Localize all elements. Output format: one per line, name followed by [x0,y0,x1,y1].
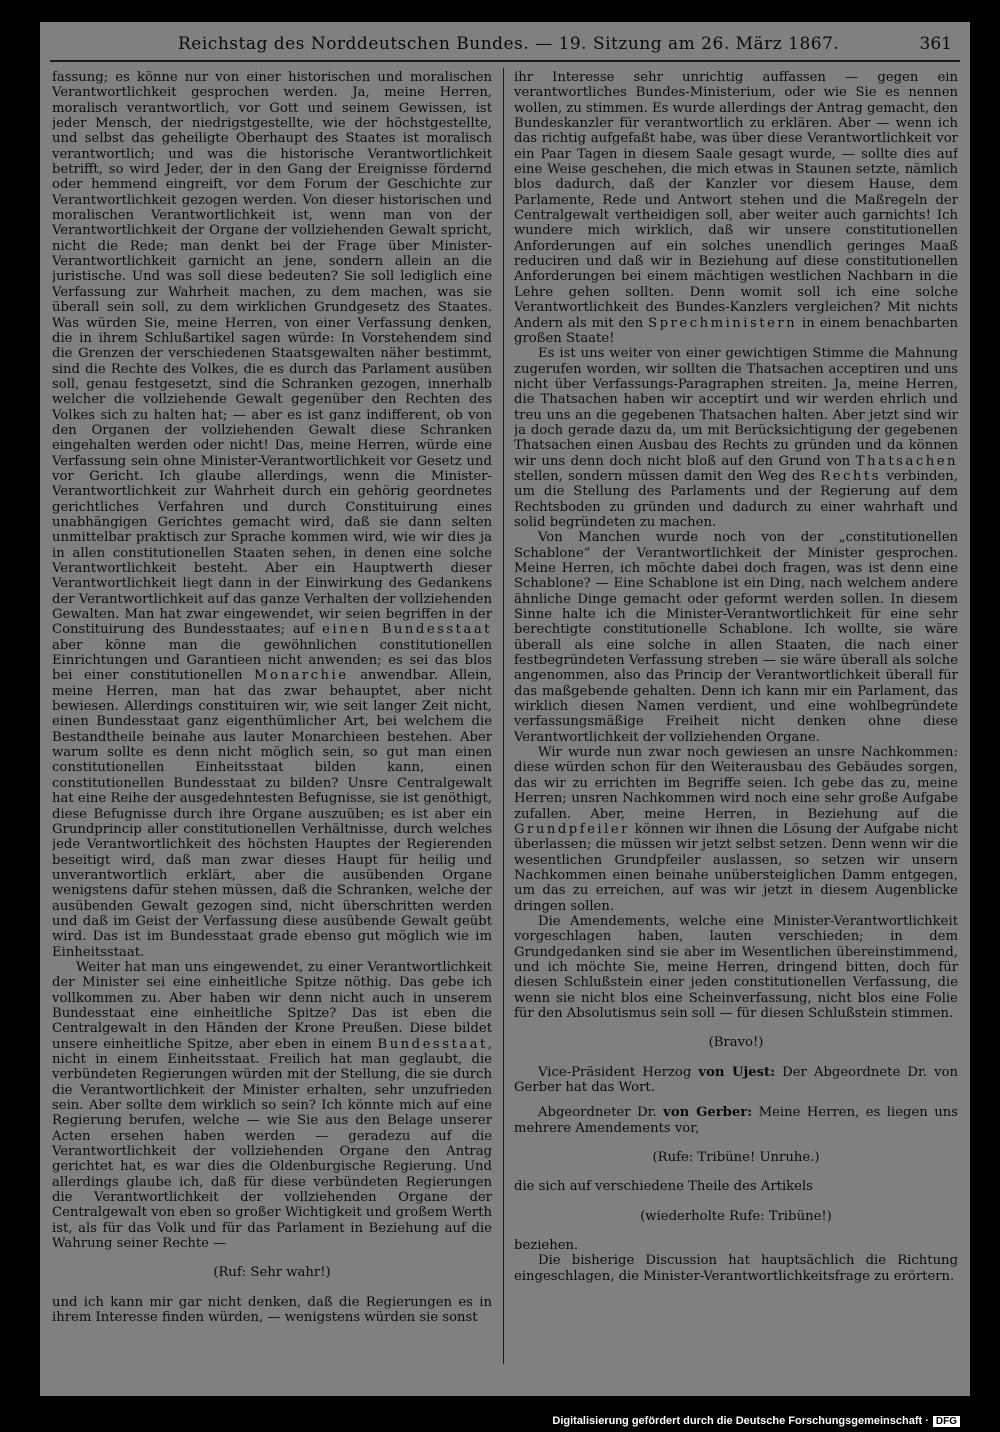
paragraph: fassung; es könne nur von einer historischen und moralischen Verantwortlichkeit gesprochen werden. Ja, meine Herren, moralisch verantwortlich, vor Gott und seinem Gewissen, ist jeder Mensch, der niedrigstgestellte, wie der höchstgestellte, und selbst das geheiligte Oberhaupt des Staates ist moralisch verantwortlich; und was die historische Verantwortlichkeit betrifft, so wird Jeder, der in den Gang der Ereignisse fördernd oder hemmend eingreift, vor dem Forum der Geschichte zur Verantwortlichkeit gezogen werden. Von dieser historischen und moralischen Verantwortlichkeit ist, wenn man von der Verantwortlichkeit der Organe der vollziehenden Gewalt spricht, nicht die Rede; man denkt bei der Frage über Minister-Verantwortlichkeit garnicht an jene, sondern allein an die juristische. Und was soll diese bedeuten? Sie soll lediglich eine Verfassung zur Wahrheit machen, zu dem machen, was sie überall sein soll, zu dem wirklichen Grundgesetz des Staates. Was würden Sie, meine Herren, von einer Verfassung denken, die in ihrem Schlußartikel sagen würde: In Vorstehendem sind die Grenzen der verschiedenen Staatsgewalten näher bestimmt, sind die Rechte des Volkes, die es durch das Parlament ausüben soll, genau festgesetzt, sind die Schranken gezogen, innerhalb welcher die vollziehende Gewalt gegenüber den Rechten des Volkes sich zu halten hat; — aber es ist ganz indifferent, ob von den Organen der vollziehenden Gewalt diese Schranken eingehalten werden oder nicht! Das, meine Herren, würde eine Verfassung sein ohne Minister-Verantwortlichkeit vor Gesetz und vor Gericht. Ich glaube allerdings, wenn die Minister-Verantwortlichkeit zur Wahrheit durch ein gehörig geordnetes gerichtliches Verfahren und durch Constituirung eines unabhängigen Gerichtes gemacht wird, daß sie dann selten unmittelbar praktisch zur Sprache kommen wird, wie wir dies ja in allen constitutionellen Staaten sehen, in denen eine solche Verantwortlichkeit besteht. Aber ein Hauptwerth dieser Verantwortlichkeit liegt dann in der Einwirkung des Gedankens der Verantwortlichkeit auf das ganze Verhalten der vollziehenden Gewalten. Man hat zwar eingewendet, wir seien begriffen in der Constituirung des Bundesstaates; auf einen Bundesstaat aber könne man die gewöhnlichen constitutionellen Einrichtungen und Garantieen nicht anwenden; es sei das blos bei einer constitutionellen Monarchie anwendbar. Allein, meine Herren, man hat das zwar behauptet, aber nicht bewiesen. Allerdings constituiren wir, wie seit langer Zeit nicht, einen Bundesstaat ganz eigenthümlicher Art, bei welchem die Bestandtheile beinahe aus lauter Monarchieen bestehen. Aber warum sollte es denn nicht möglich sein, so gut man einen constitutionellen Einheitsstaat bilden kann, einen constitutionellen Bundesstaat zu bilden? Unsre Centralgewalt hat eine Reihe der ausgedehntesten Befugnisse, sie ist genöthigt, diese Befugnisse durch ihre Organe auszuüben; es ist aber ein Grundprincip aller constitutionellen Verhältnisse, durch welches jede Verantwortlichkeit des höchsten Hauptes der Regierenden beseitigt wird, daß man zwar dieses Haupt für heilig und unverantwortlich erklärt, aber die ausübenden Organe wenigstens dafür stehen müssen, daß die Schranken, welche der ausübenden Gewalt gezogen sind, nicht überschritten werden und daß im Geist der Verfassung diese ausübende Gewalt geübt wird. Das ist im Bundesstaat grade ebenso gut möglich wie im Einheitsstaat. [52,70,492,960]
paragraph: Die Amendements, welche eine Minister-Verantwortlichkeit vorgeschlagen haben, lauten verschieden; in dem Grundgedanken sind sie aber im Wesentlichen übereinstimmend, und ich möchte Sie, meine Herren, dringend bitten, doch für diesen Schlußstein einer jeden constitutionellen Verfassung, die wenn sie nicht blos eine Scheinverfassung, nicht blos eine Folie für den Absolutismus sein soll — für diesen Schlußstein stimmen. [514,913,958,1021]
speaker-line: Vice-Präsident Herzog von Ujest: Der Abgeordnete Dr. von Gerber hat das Wort. [514,1064,958,1095]
page-number: 361 [919,34,952,54]
paragraph: und ich kann mir gar nicht denken, daß die Regierungen es in ihrem Interesse finden würden, — wenigstens würden sie sonst [52,1294,492,1326]
paragraph: Es ist uns weiter von einer gewichtigen Stimme die Mahnung zugerufen worden, wir sollten die Thatsachen acceptiren und uns nicht über Verfassungs-Paragraphen streiten. Ja, meine Herren, die Thatsachen haben wir acceptirt und wir werden ehrlich und treu uns an die gegebenen Thatsachen halten. Aber jetzt sind wir ja doch gerade dazu da, um mit Berücksichtigung der gegebenen Thatsachen einen Ausbau des Rechts zu gründen und da können wir uns denn doch nicht bloß auf den Grund von Thatsachen stellen, sondern müssen damit den Weg des Rechts verbinden, um die Stellung des Parlaments und der Regierung auf dem Rechtsboden zu gründen und dadurch zu einer wahrhaft und solid begründeten zu machen. [514,346,958,530]
left-column [52,70,492,1370]
paragraph: Die bisherige Discussion hat hauptsächlich die Richtung eingeschlagen, die Minister-Verantwortlichkeitsfrage zu erörtern. [514,1253,958,1284]
digitization-footer [552,1415,960,1427]
emphasis: einen Bundesstaat [322,622,492,638]
interjection: (Rufe: Tribüne! Unruhe.) [652,1150,820,1166]
speaker-name: von Gerber: [663,1105,753,1121]
emphasis: Grundpfeiler [514,821,630,837]
speaker-line: Abgeordneter Dr. von Gerber: Meine Herren, es liegen uns mehrere Amendements vor, [514,1105,958,1136]
emphasis: Bundesstaat [377,1036,488,1052]
running-header [50,30,960,62]
interjection: (Ruf: Sehr wahr!) [213,1265,331,1281]
footer-text: Digitalisierung gefördert durch die Deutsche Forschungsgemeinschaft · [552,1415,929,1427]
emphasis: Sprechministern [648,315,798,331]
emphasis: Thatsachen [855,453,958,469]
paragraph: Wir wurde nun zwar noch gewiesen an unsre Nachkommen: diese würden schon für den Weiterausbau des Gebäudes sorgen, das wir zu errichten im Begriffe seien. Ich gebe das zu, meine Herren; unsren Nachkommen wird noch eine sehr große Aufgabe zufallen. Aber, meine Herren, in Beziehung auf die Grundpfeiler können wir ihnen die Lösung der Aufgabe nicht überlassen; die müssen wir jetzt selbst setzen. Denn wenn wir die wesentlichen Grundpfeiler auslassen, so setzen wir unsern Nachkommen einen beinahe unübersteiglichen Damm entgegen, um das zu erreichen, auf was wir jetzt in diesem Augenblicke dringen sollen. [514,745,958,914]
speaker-name: von Ujest: [698,1064,776,1080]
paragraph: ihr Interesse sehr unrichtig auffassen — gegen ein verantwortliches Bundes-Ministerium, oder wie Sie es nennen wollen, zu stimmen. Es wurde allerdings der Antrag gemacht, den Bundeskanzler für verantwortlich zu erklären. Aber — wenn ich das richtig aufgefaßt habe, was über diese Verantwortlichkeit vor ein Paar Tagen in diesem Saale gesagt wurde, — sollte dies auf eine Weise geschehen, die mich etwas in Staunen setzte, nämlich blos dadurch, daß der Kanzler vor diesem Hause, dem Parlamente, Rede und Antwort stehen und die Maßregeln der Centralgewalt vertheidigen soll, aber weiter auch garnichts! Ich wundere mich wirklich, daß wir unsere constitutionellen Anforderungen auf ein solches unendlich geringes Maaß reduciren und daß wir in Beziehung auf diese constitutionellen Anforderungen bei einem mächtigen westlichen Nachbarn in die Lehre gehen sollten. Denn womit soll ich eine solche Verantwortlichkeit des Bundes-Kanzlers vergleichen? Mit nichts Andern als mit den Sprechministern in einem benachbarten großen Staate! [514,70,958,346]
paragraph: beziehen. [514,1238,579,1254]
paragraph: die sich auf verschiedene Theile des Artikels [514,1179,813,1195]
emphasis: Rechts [820,468,881,484]
right-column [514,70,958,1370]
paragraph: Von Manchen wurde noch von der „constitutionellen Schablone“ der Verantwortlichkeit der Minister gesprochen. Meine Herren, ich möchte dabei doch fragen, was ist denn eine Schablone? — Eine Schablone ist ein Ding, nach welchem andere ähnliche Dinge gemacht oder geformt werden sollen. In diesem Sinne halte ich die Minister-Verantwortlichkeit für eine sehr berechtigte constitutionelle Schablone. Ich wollte, sie wäre überall als eine solche in allen Staaten, die nach einer festbegründeten Verfassung streben — sie wäre überall als solche angenommen, also das Princip der Verantwortlichkeit überall für das maßgebende gehalten. Denn ich kann mir ein Parlament, das wirklich diesen Namen verdient, und eine wohlbegründete verfassungsmäßige Freiheit nicht denken ohne diese Verantwortlichkeit der vollziehenden Organe. [514,530,958,745]
interjection: (Bravo!) [708,1035,764,1051]
dfg-logo: DFG [933,1416,960,1427]
interjection: (wiederholte Rufe: Tribüne!) [640,1208,832,1224]
document-page [40,22,970,1396]
column-divider [503,68,504,1364]
paragraph: Weiter hat man uns eingewendet, zu einer Verantwortlichkeit der Minister sei eine einheitliche Spitze nöthig. Das gebe ich vollkommen zu. Aber haben wir denn nicht auch in unserem Bundesstaat eine einheitliche Spitze? Das ist eben die Centralgewalt in den Händen der Krone Preußen. Diese bildet unsere einheitliche Spitze, aber eben in einem Bundesstaat, nicht in einem Einheitsstaat. Freilich hat man geglaubt, die verbündeten Regierungen würden mit der Stellung, die sie durch die Verantwortlichkeit der Minister erhalten, sehr unzufrieden sein. Aber sollte dem wirklich so sein? Ich könnte mich auf eine Regierung berufen, welche — wie Sie aus den Belage unserer Acten ersehen haben werden — geradezu auf die Verantwortlichkeit der vollziehenden Organe den Antrag gerichtet hat, es war dies die Oldenburgische Regierung. Und allerdings glaube ich, daß für diese verbündeten Regierungen die Verantwortlichkeit der vollziehenden Organe der Centralgewalt von eben so großer Wichtigkeit und großem Werth ist, als für das Volk und für das Parlament in Beziehung auf die Wahrung seiner Rechte — [52,959,492,1252]
header-title: Reichstag des Norddeutschen Bundes. — 19. Sitzung am 26. März 1867. [178,34,840,54]
emphasis: Monarchie [254,668,349,684]
